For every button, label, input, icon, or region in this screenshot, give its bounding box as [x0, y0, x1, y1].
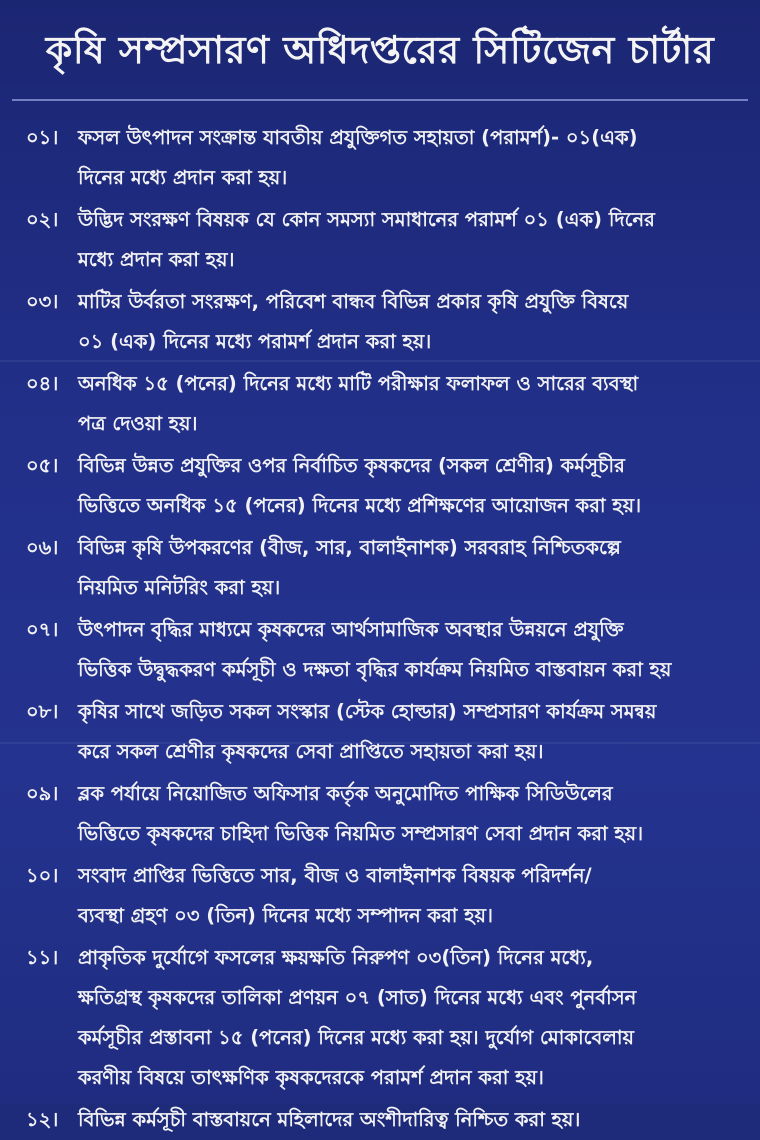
charter-item-line [0, 774, 754, 814]
charter-item-text: কর্মসূচীর প্রস্তাবনা ১৫ (পনের) দিনের মধ্যে করা হয়। দুর্যোগ মোকাবেলায় [78, 1026, 635, 1049]
charter-item-number: ০৯। [26, 782, 59, 805]
charter-item-line [0, 814, 754, 854]
charter-item-line [0, 322, 754, 362]
charter-item-line [0, 856, 754, 896]
charter-item-text: ক্ষতিগ্রস্থ কৃষকদের তালিকা প্রণয়ন ০৭ (সাত) দিনের মধ্যে এবং পুনর্বাসন [78, 986, 637, 1009]
charter-item [0, 610, 754, 690]
charter-item-line [0, 896, 754, 936]
charter-item-line [0, 118, 754, 158]
charter-item-line [0, 732, 754, 772]
charter-item-line [0, 978, 754, 1018]
charter-item-number: ০২। [26, 208, 59, 231]
charter-item-line [0, 446, 754, 486]
charter-item [0, 282, 754, 362]
charter-item-line [0, 938, 754, 978]
charter-item-text: করণীয় বিষয়ে তাৎক্ষণিক কৃষকদেরকে পরামর্শ প্রদান করা হয়। [78, 1066, 544, 1089]
charter-item [0, 528, 754, 608]
charter-item-number: ১২। [26, 1108, 59, 1131]
charter-item-number: ০৮। [26, 700, 59, 723]
charter-item-text: বিভিন্ন কৃষি উপকরণের (বীজ, সার, বালাইনাশক) সরবরাহ নিশ্চিতকল্পে [78, 536, 621, 559]
charter-item-line [0, 240, 754, 280]
charter-item-line [0, 650, 754, 690]
charter-item-line [0, 1100, 754, 1140]
charter-item [0, 938, 754, 1098]
charter-item-line [0, 1018, 754, 1058]
charter-item-text: কৃষির সাথে জড়িত সকল সংস্কার (স্টেক হোল্ডার) সম্প্রসারণ কার্যক্রম সমন্বয় [78, 700, 657, 723]
charter-item-text: ভিত্তিতে অনধিক ১৫ (পনের) দিনের মধ্যে প্রশিক্ষণের আয়োজন করা হয়। [78, 494, 642, 517]
charter-item-line [0, 404, 754, 444]
charter-item-number: ১০। [26, 864, 59, 887]
title-divider [12, 99, 748, 101]
charter-item-text: ভিত্তিতে কৃষকদের চাহিদা ভিত্তিক নিয়মিত সম্প্রসারণ সেবা প্রদান করা হয়। [78, 822, 644, 845]
charter-item-text: দিনের মধ্যে প্রদান করা হয়। [78, 166, 288, 189]
charter-item-line [0, 692, 754, 732]
charter-item [0, 774, 754, 854]
charter-item-text: প্রাকৃতিক দুর্যোগে ফসলের ক্ষয়ক্ষতি নিরুপণ ০৩(তিন) দিনের মধ্যে, [78, 946, 594, 969]
charter-item-number: ০৪। [26, 372, 59, 395]
charter-item-number: ০৫। [26, 454, 59, 477]
charter-item-text: ফসল উৎপাদন সংক্রান্ত যাবতীয় প্রযুক্তিগত সহায়তা (পরামর্শ)- ০১(এক) [78, 126, 638, 149]
charter-item-number: ১১। [26, 946, 59, 969]
charter-item-number: ০৬। [26, 536, 59, 559]
charter-item-text: ব্লক পর্যায়ে নিয়োজিত অফিসার কর্তৃক অনুমোদিত পাক্ষিক সিডিউলের [78, 782, 613, 805]
charter-item [0, 1100, 754, 1140]
charter-item [0, 692, 754, 772]
charter-item-text: করে সকল শ্রেণীর কৃষকদের সেবা প্রাপ্তিতে সহায়তা করা হয়। [78, 740, 544, 763]
charter-item-text: মধ্যে প্রদান করা হয়। [78, 248, 235, 271]
charter-item [0, 856, 754, 936]
charter-item-line [0, 568, 754, 608]
charter-item-line [0, 528, 754, 568]
charter-item-text: ভিত্তিক উদ্বুদ্ধকরণ কর্মসূচী ও দক্ষতা বৃদ্ধির কার্যক্রম নিয়মিত বাস্তবায়ন করা হয় [78, 658, 672, 681]
charter-item-text: পত্র দেওয়া হয়। [78, 412, 198, 435]
charter-item-line [0, 158, 754, 198]
charter-item-text: অনধিক ১৫ (পনের) দিনের মধ্যে মাটি পরীক্ষার ফলাফল ও সারের ব্যবস্থা [78, 372, 639, 395]
charter-title: কৃষি সম্প্রসারণ অধিদপ্তরের সিটিজেন চার্টার [45, 27, 715, 72]
charter-item [0, 364, 754, 444]
charter-item-text: সংবাদ প্রাপ্তির ভিত্তিতে সার, বীজ ও বালাইনাশক বিষয়ক পরিদর্শন/ [78, 864, 592, 887]
charter-item-line [0, 610, 754, 650]
charter-item-line [0, 1058, 754, 1098]
charter-item-text: উদ্ভিদ সংরক্ষণ বিষয়ক যে কোন সমস্যা সমাধানের পরামর্শ ০১ (এক) দিনের [78, 208, 655, 231]
charter-item [0, 118, 754, 198]
charter-item-number: ০৩। [26, 290, 59, 313]
charter-item-text: ব্যবস্থা গ্রহণ ০৩ (তিন) দিনের মধ্যে সম্পাদন করা হয়। [78, 904, 493, 927]
charter-item [0, 200, 754, 280]
charter-item-text: উৎপাদন বৃদ্ধির মাধ্যমে কৃষকদের আর্থসামাজিক অবস্থার উন্নয়নে প্রযুক্তি [78, 618, 624, 641]
charter-item-line [0, 200, 754, 240]
charter-item-text: ০১ (এক) দিনের মধ্যে পরামর্শ প্রদান করা হয়। [78, 330, 432, 353]
charter-item-number: ০১। [26, 126, 59, 149]
charter-item-text: মাটির উর্বরতা সংরক্ষণ, পরিবেশ বান্ধব বিভিন্ন প্রকার কৃষি প্রযুক্তি বিষয়ে [78, 290, 629, 313]
charter-item-line [0, 282, 754, 322]
charter-item-text: বিভিন্ন উন্নত প্রযুক্তির ওপর নির্বাচিত কৃষকদের (সকল শ্রেণীর) কর্মসূচীর [78, 454, 625, 477]
charter-item-line [0, 364, 754, 404]
charter-item [0, 446, 754, 526]
charter-item-text: নিয়মিত মনিটরিং করা হয়। [78, 576, 281, 599]
charter-item-line [0, 486, 754, 526]
charter-item-text: বিভিন্ন কর্মসূচী বাস্তবায়নে মহিলাদের অংশীদারিত্ব নিশ্চিত করা হয়। [78, 1108, 581, 1131]
charter-item-number: ০৭। [26, 618, 59, 641]
